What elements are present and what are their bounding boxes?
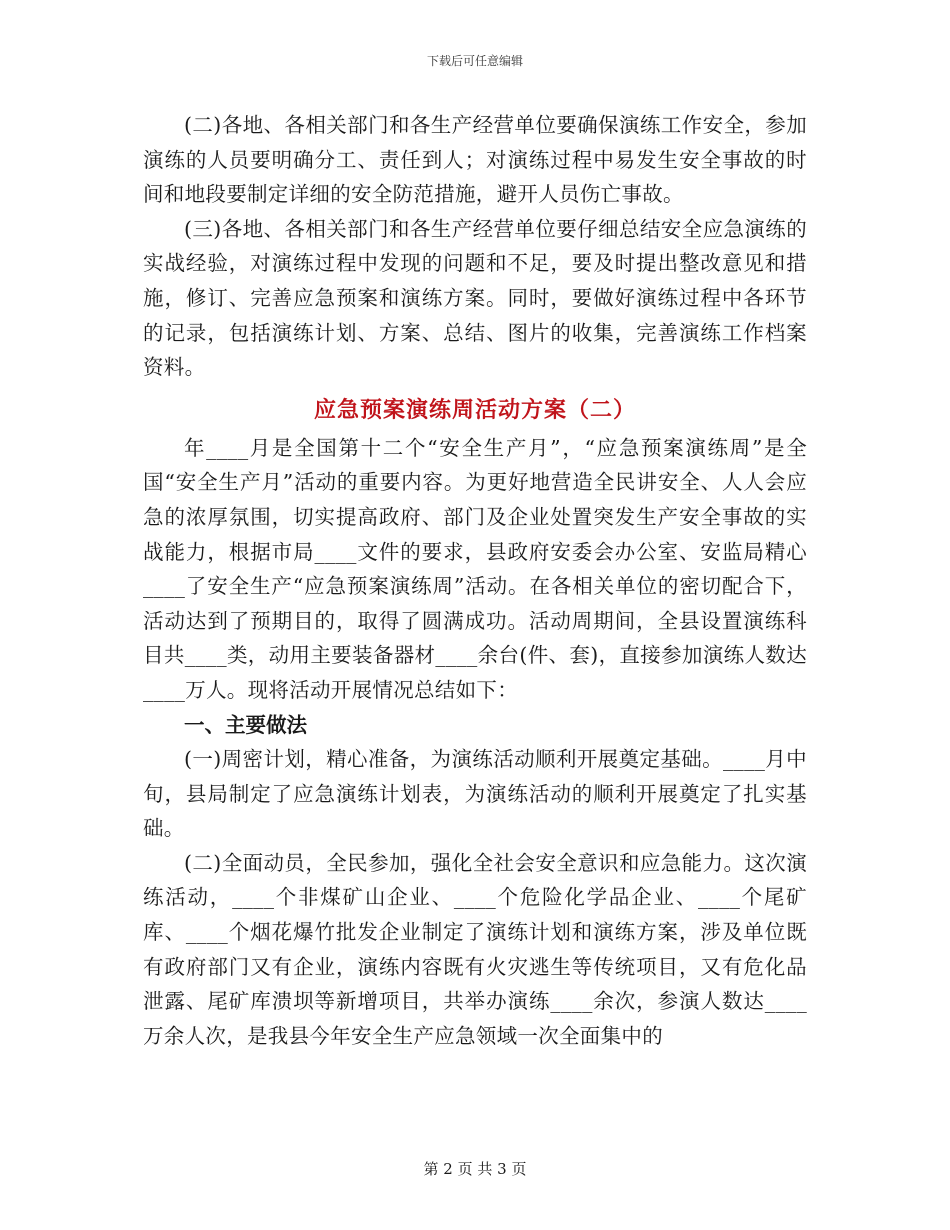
section-title: 应急预案演练周活动方案（二） [313,396,636,423]
paragraph-safety-assurance: (二)各地、各相关部门和各生产经营单位要确保演练工作安全，参加演练的人员要明确分工、责任到人；对演练过程中易发生安全事故的时间和地段要制定详细的安全防范措施，避开人员伤亡事故。 [143,113,807,207]
document-body [143,108,807,1053]
paragraph-mobilization: (二)全面动员，全民参加，强化全社会安全意识和应急能力。这次演练活动，____个非煤矿山企业、____个危险化学品企业、____个尾矿库、____个烟花爆竹批发企业制定了演练计划和演练方案，涉及单位既有政府部门又有企业，演练内容既有火灾逃生等传统项目，又有危化品泄露、尾矿库溃坝等新增项目，共举办演练____余次，参演人数达____万余人次，是我县今年安全生产应急领域一次全面集中的 [143,850,807,1048]
paragraph-experience-summary: (三)各地、各相关部门和各生产经营单位要仔细总结安全应急演练的实战经验，对演练过程中发现的问题和不足，要及时提出整改意见和措施，修订、完善应急预案和演练方案。同时，要做好演练过程中各环节的记录，包括演练计划、方案、总结、图片的收集，完善演练工作档案资料。 [143,216,807,380]
page-number: 第 2 页 共 3 页 [423,1160,527,1178]
heading-main-practices: 一、主要做法 [184,712,307,737]
paragraph-planning: (一)周密计划，精心准备，为演练活动顺利开展奠定基础。____月中旬，县局制定了应急演练计划表，为演练活动的顺利开展奠定了扎实基础。 [143,747,807,841]
page-header: 下载后可任意编辑 [426,54,523,68]
paragraph-introduction: 年____月是全国第十二个“安全生产月”，“应急预案演练周”是全国“安全生产月”活动的重要内容。为更好地营造全民讲安全、人人会应急的浓厚氛围，切实提高政府、部门及企业处置突发生产安全事故的实战能力，根据市局____文件的要求，县政府安委会办公室、安监局精心____了安全生产“应急预案演练周”活动。在各相关单位的密切配合下，活动达到了预期目的，取得了圆满成功。活动周期间，全县设置演练科目共____类，动用主要装备器材____余台(件、套)，直接参加演练人数达____万人。现将活动开展情况总结如下： [143,435,807,702]
